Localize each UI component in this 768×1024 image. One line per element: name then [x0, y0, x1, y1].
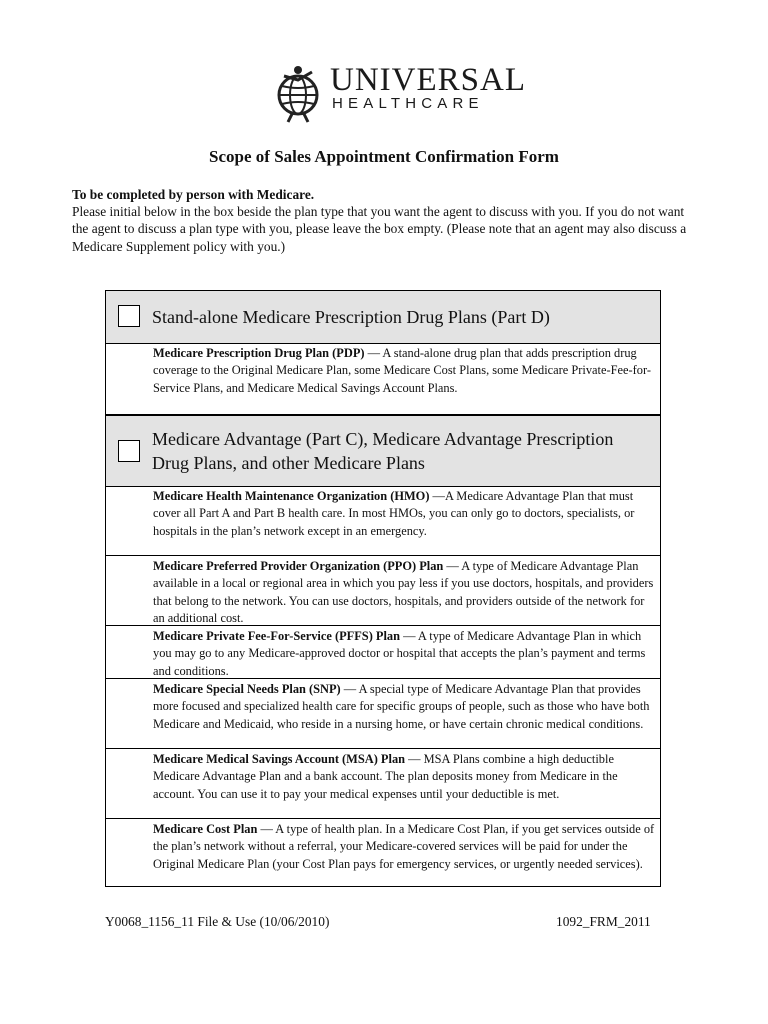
section-header-part-d: [106, 291, 660, 344]
plan-name: Medicare Cost Plan: [153, 822, 258, 836]
plan-row-pdp: [106, 343, 660, 415]
plan-row-snp: [106, 679, 660, 749]
plan-selection-table: [105, 290, 661, 887]
plan-description: Medicare Special Needs Plan (SNP) — A special type of Medicare Advantage Plan that provides more focused and specialized health care for specific groups of people, such as those who have both Medicare and Medicaid, who reside in a nursing home, or have certain chronic medical conditions.: [153, 682, 650, 731]
plan-row-ppo: [106, 556, 660, 626]
logo-wordmark-bottom: HEALTHCARE: [332, 95, 484, 112]
plan-description: Medicare Prescription Drug Plan (PDP) — A stand-alone drug plan that adds prescription drug coverage to the Original Medicare Plan, some Medicare Cost Plans, some Medicare Private-Fee-for-Service Plans, and Medicare Medical Savings Account Plans.: [153, 346, 651, 395]
footer-form-id: Y0068_1156_11 File & Use (10/06/2010): [105, 914, 330, 929]
plan-name: Medicare Special Needs Plan (SNP): [153, 682, 341, 696]
plan-description: Medicare Private Fee-For-Service (PFFS) Plan — A type of Medicare Advantage Plan in which you may go to any Medicare-approved doctor or hospital that accepts the plan’s payment and terms and conditions.: [153, 629, 646, 678]
section-title-part-c: Medicare Advantage (Part C), Medicare Advantage Prescription Drug Plans, and other Medicare Plans: [152, 429, 614, 473]
plan-description: Medicare Preferred Provider Organization (PPO) Plan — A type of Medicare Advantage Plan available in a local or regional area in which you pay less if you use doctors, hospitals, and providers that belong to the network. You can use doctors, hospitals, and providers outside of the network for an additional cost.: [153, 559, 654, 625]
plan-name: Medicare Prescription Drug Plan (PDP): [153, 346, 365, 360]
plan-name: Medicare Preferred Provider Organization (PPO) Plan: [153, 559, 444, 573]
instruction-heading: To be completed by person with Medicare.: [72, 187, 315, 202]
plan-row-pffs: [106, 626, 660, 679]
intro-paragraph: [72, 186, 702, 255]
logo-wordmark-top: UNIVERSAL: [330, 62, 526, 98]
plan-description: Medicare Cost Plan — A type of health plan. In a Medicare Cost Plan, if you get services outside of the plan’s network without a referral, your Medicare-covered services will be paid for under the Original Medicare Plan (your Cost Plan pays for emergency services, or urgently needed services).: [153, 822, 655, 871]
plan-row-msa: [106, 749, 660, 819]
plan-row-cost: [106, 819, 660, 886]
globe-figure-icon: [272, 62, 328, 124]
plan-description: Medicare Medical Savings Account (MSA) Plan — MSA Plans combine a high deductible Medicare Advantage Plan and a bank account. The plan deposits money from Medicare in the account. You can use it to pay your medical expenses until your deductible is met.: [153, 752, 618, 801]
plan-name: Medicare Private Fee-For-Service (PFFS) Plan: [153, 629, 401, 643]
section-header-part-c: [106, 415, 660, 487]
section-title-part-d: Stand-alone Medicare Prescription Drug Plans (Part D): [152, 307, 550, 327]
footer-form-number: 1092_FRM_2011: [556, 914, 651, 929]
plan-name: Medicare Health Maintenance Organization (HMO): [153, 489, 430, 503]
instruction-text: Please initial below in the box beside the plan type that you want the agent to discuss with you. If you do not want the agent to discuss a plan type with you, please leave the box empty. (Please note that an agent may also discuss a Medicare Supplement policy with you.): [72, 204, 687, 254]
checkbox-part-d[interactable]: [118, 305, 140, 327]
document-title: Scope of Sales Appointment Confirmation Form: [209, 147, 559, 166]
company-logo: [272, 62, 526, 124]
plan-name: Medicare Medical Savings Account (MSA) Plan: [153, 752, 406, 766]
plan-description: Medicare Health Maintenance Organization (HMO) —A Medicare Advantage Plan that must cover all Part A and Part B health care. In most HMOs, you can only go to doctors, specialists, or hospitals in the plan’s network except in an emergency.: [153, 489, 635, 538]
plan-row-hmo: [106, 486, 660, 556]
checkbox-part-c[interactable]: [118, 440, 140, 462]
